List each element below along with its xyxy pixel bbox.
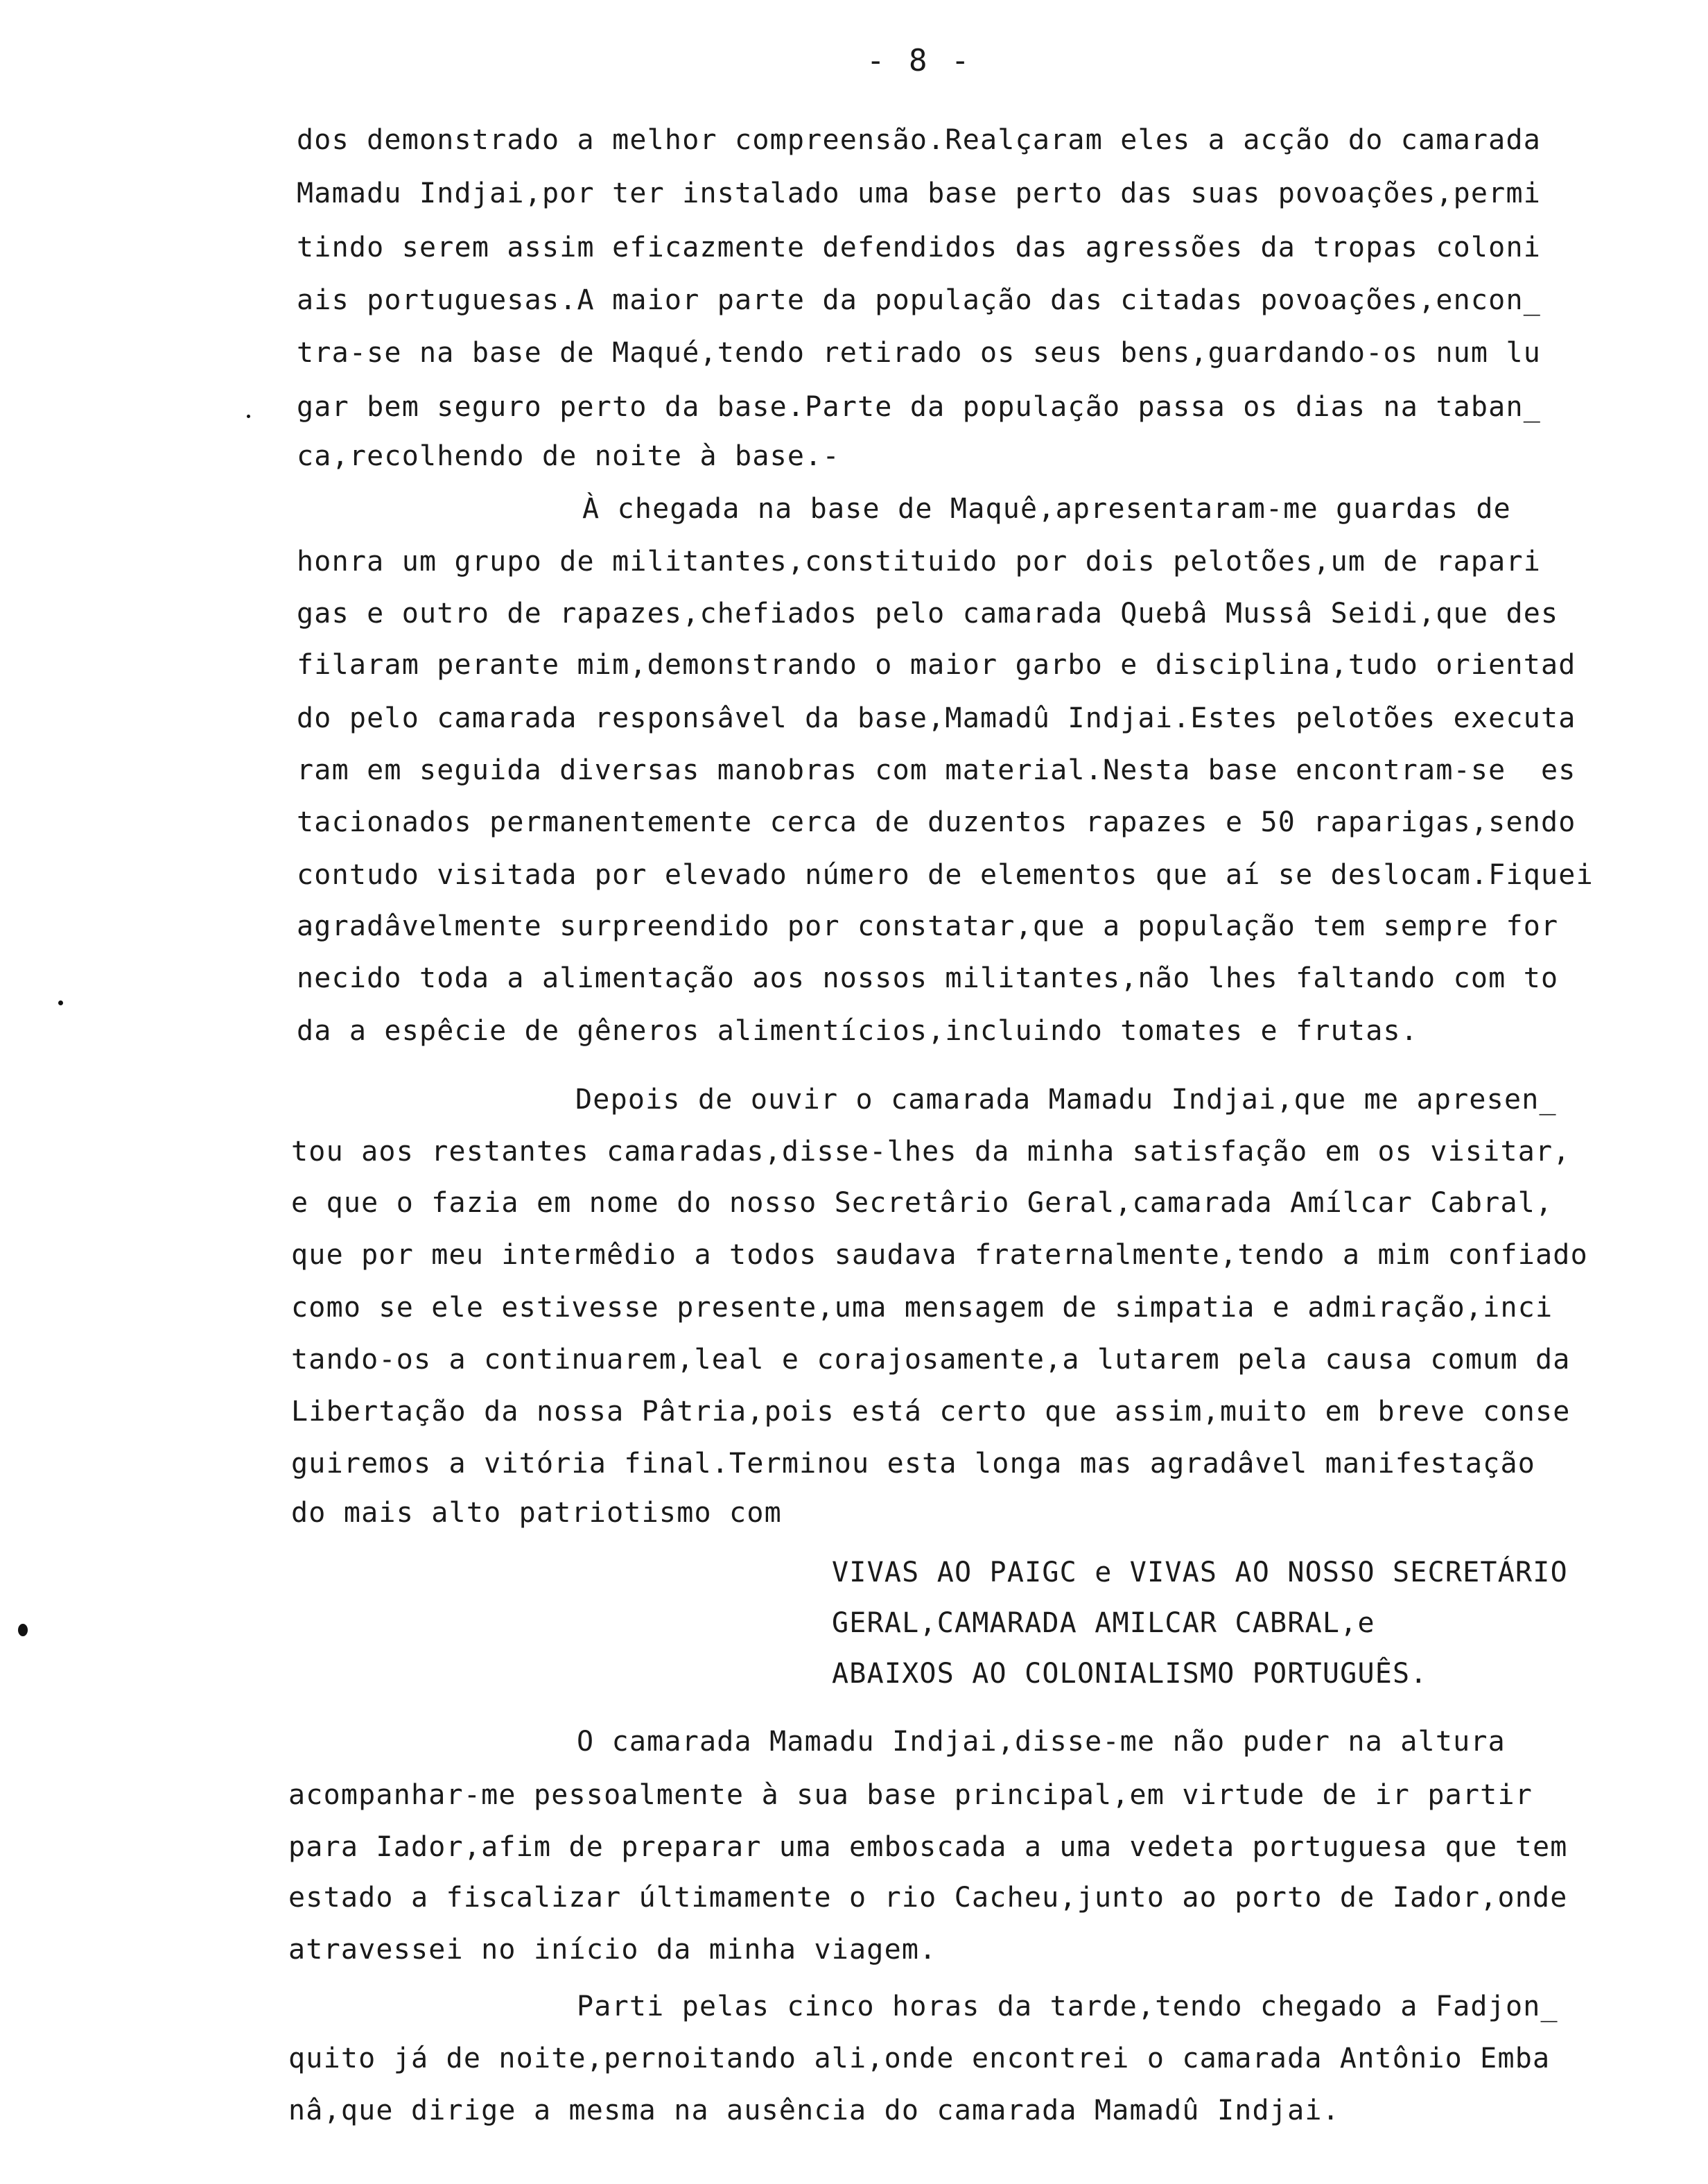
text-line: atravessei no início da minha viagem.	[288, 1934, 937, 1966]
scan-speck	[247, 415, 250, 418]
text-line: Mamadu Indjai,por ter instalado uma base perto das suas povoações,permi	[297, 177, 1542, 209]
page-number: - 8 -	[866, 43, 973, 78]
text-line: O camarada Mamadu Indjai,disse-me não puder na altura	[577, 1726, 1506, 1758]
text-line: acompanhar-me pessoalmente à sua base principal,em virtude de ir partir	[288, 1779, 1533, 1811]
text-line: agradâvelmente surpreendido por constatar,que a população tem sempre for	[297, 910, 1559, 942]
text-line: do mais alto patriotismo com	[291, 1497, 782, 1529]
text-line: contudo visitada por elevado número de elementos que aí se deslocam.Fiquei	[297, 859, 1594, 891]
scan-speck	[18, 1624, 28, 1636]
text-line: ca,recolhendo de noite à base.-	[297, 440, 840, 472]
text-line: nâ,que dirige a mesma na ausência do camarada Mamadû Indjai.	[288, 2095, 1340, 2126]
text-line: ram em seguida diversas manobras com material.Nesta base encontram-se es	[297, 754, 1576, 786]
text-line: Parti pelas cinco horas da tarde,tendo chegado a Fadjon_	[577, 1991, 1558, 2022]
text-line: tando-os a continuarem,leal e corajosamente,a lutarem pela causa comum da	[291, 1344, 1571, 1376]
text-line: necido toda a alimentação aos nossos militantes,não lhes faltando com to	[297, 962, 1559, 994]
text-line: ais portuguesas.A maior parte da população das citadas povoações,encon_	[297, 284, 1542, 316]
text-line: guiremos a vitória final.Terminou esta longa mas agradâvel manifestação	[291, 1448, 1536, 1480]
text-line: tra-se na base de Maqué,tendo retirado os seus bens,guardando-os num lu	[297, 337, 1542, 369]
scan-speck	[58, 1000, 63, 1005]
text-line: estado a fiscalizar últimamente o rio Cacheu,junto ao porto de Iador,onde	[288, 1882, 1568, 1914]
text-line: tou aos restantes camaradas,disse-lhes da minha satisfação em os visitar,	[291, 1136, 1571, 1168]
slogan-line: GERAL,CAMARADA AMILCAR CABRAL,e	[832, 1607, 1375, 1639]
text-line: para Iador,afim de preparar uma emboscada a uma vedeta portuguesa que tem	[288, 1831, 1568, 1863]
text-line: tacionados permanentemente cerca de duzentos rapazes e 50 raparigas,sendo	[297, 806, 1576, 838]
slogan-line: ABAIXOS AO COLONIALISMO PORTUGUÊS.	[832, 1658, 1428, 1690]
text-line: tindo serem assim eficazmente defendidos das agressões da tropas coloni	[297, 232, 1542, 263]
text-line: que por meu intermêdio a todos saudava fraternalmente,tendo a mim confiado	[291, 1239, 1588, 1271]
text-line: e que o fazia em nome do nosso Secretârio Geral,camarada Amílcar Cabral,	[291, 1187, 1553, 1219]
slogan-line: VIVAS AO PAIGC e VIVAS AO NOSSO SECRETÁRIO	[832, 1557, 1568, 1588]
text-line: honra um grupo de militantes,constituido por dois pelotões,um de rapari	[297, 546, 1542, 578]
text-line: gar bem seguro perto da base.Parte da população passa os dias na taban_	[297, 391, 1542, 423]
text-line: Depois de ouvir o camarada Mamadu Indjai,que me apresen_	[575, 1084, 1557, 1116]
text-line: filaram perante mim,demonstrando o maior garbo e disciplina,tudo orientad	[297, 649, 1576, 681]
text-line: Libertação da nossa Pâtria,pois está certo que assim,muito em breve conse	[291, 1396, 1571, 1428]
text-line: quito já de noite,pernoitando ali,onde encontrei o camarada Antônio Emba	[288, 2043, 1551, 2074]
text-line: da a espêcie de gêneros alimentícios,incluindo tomates e frutas.	[297, 1015, 1419, 1047]
text-line: dos demonstrado a melhor compreensão.Realçaram eles a acção do camarada	[297, 124, 1542, 156]
text-line: como se ele estivesse presente,uma mensagem de simpatia e admiração,inci	[291, 1292, 1553, 1324]
text-line: gas e outro de rapazes,chefiados pelo camarada Quebâ Mussâ Seidi,que des	[297, 598, 1559, 630]
text-line: do pelo camarada responsâvel da base,Mamadû Indjai.Estes pelotões executa	[297, 702, 1576, 734]
text-line: À chegada na base de Maquê,apresentaram-me guardas de	[582, 493, 1511, 525]
